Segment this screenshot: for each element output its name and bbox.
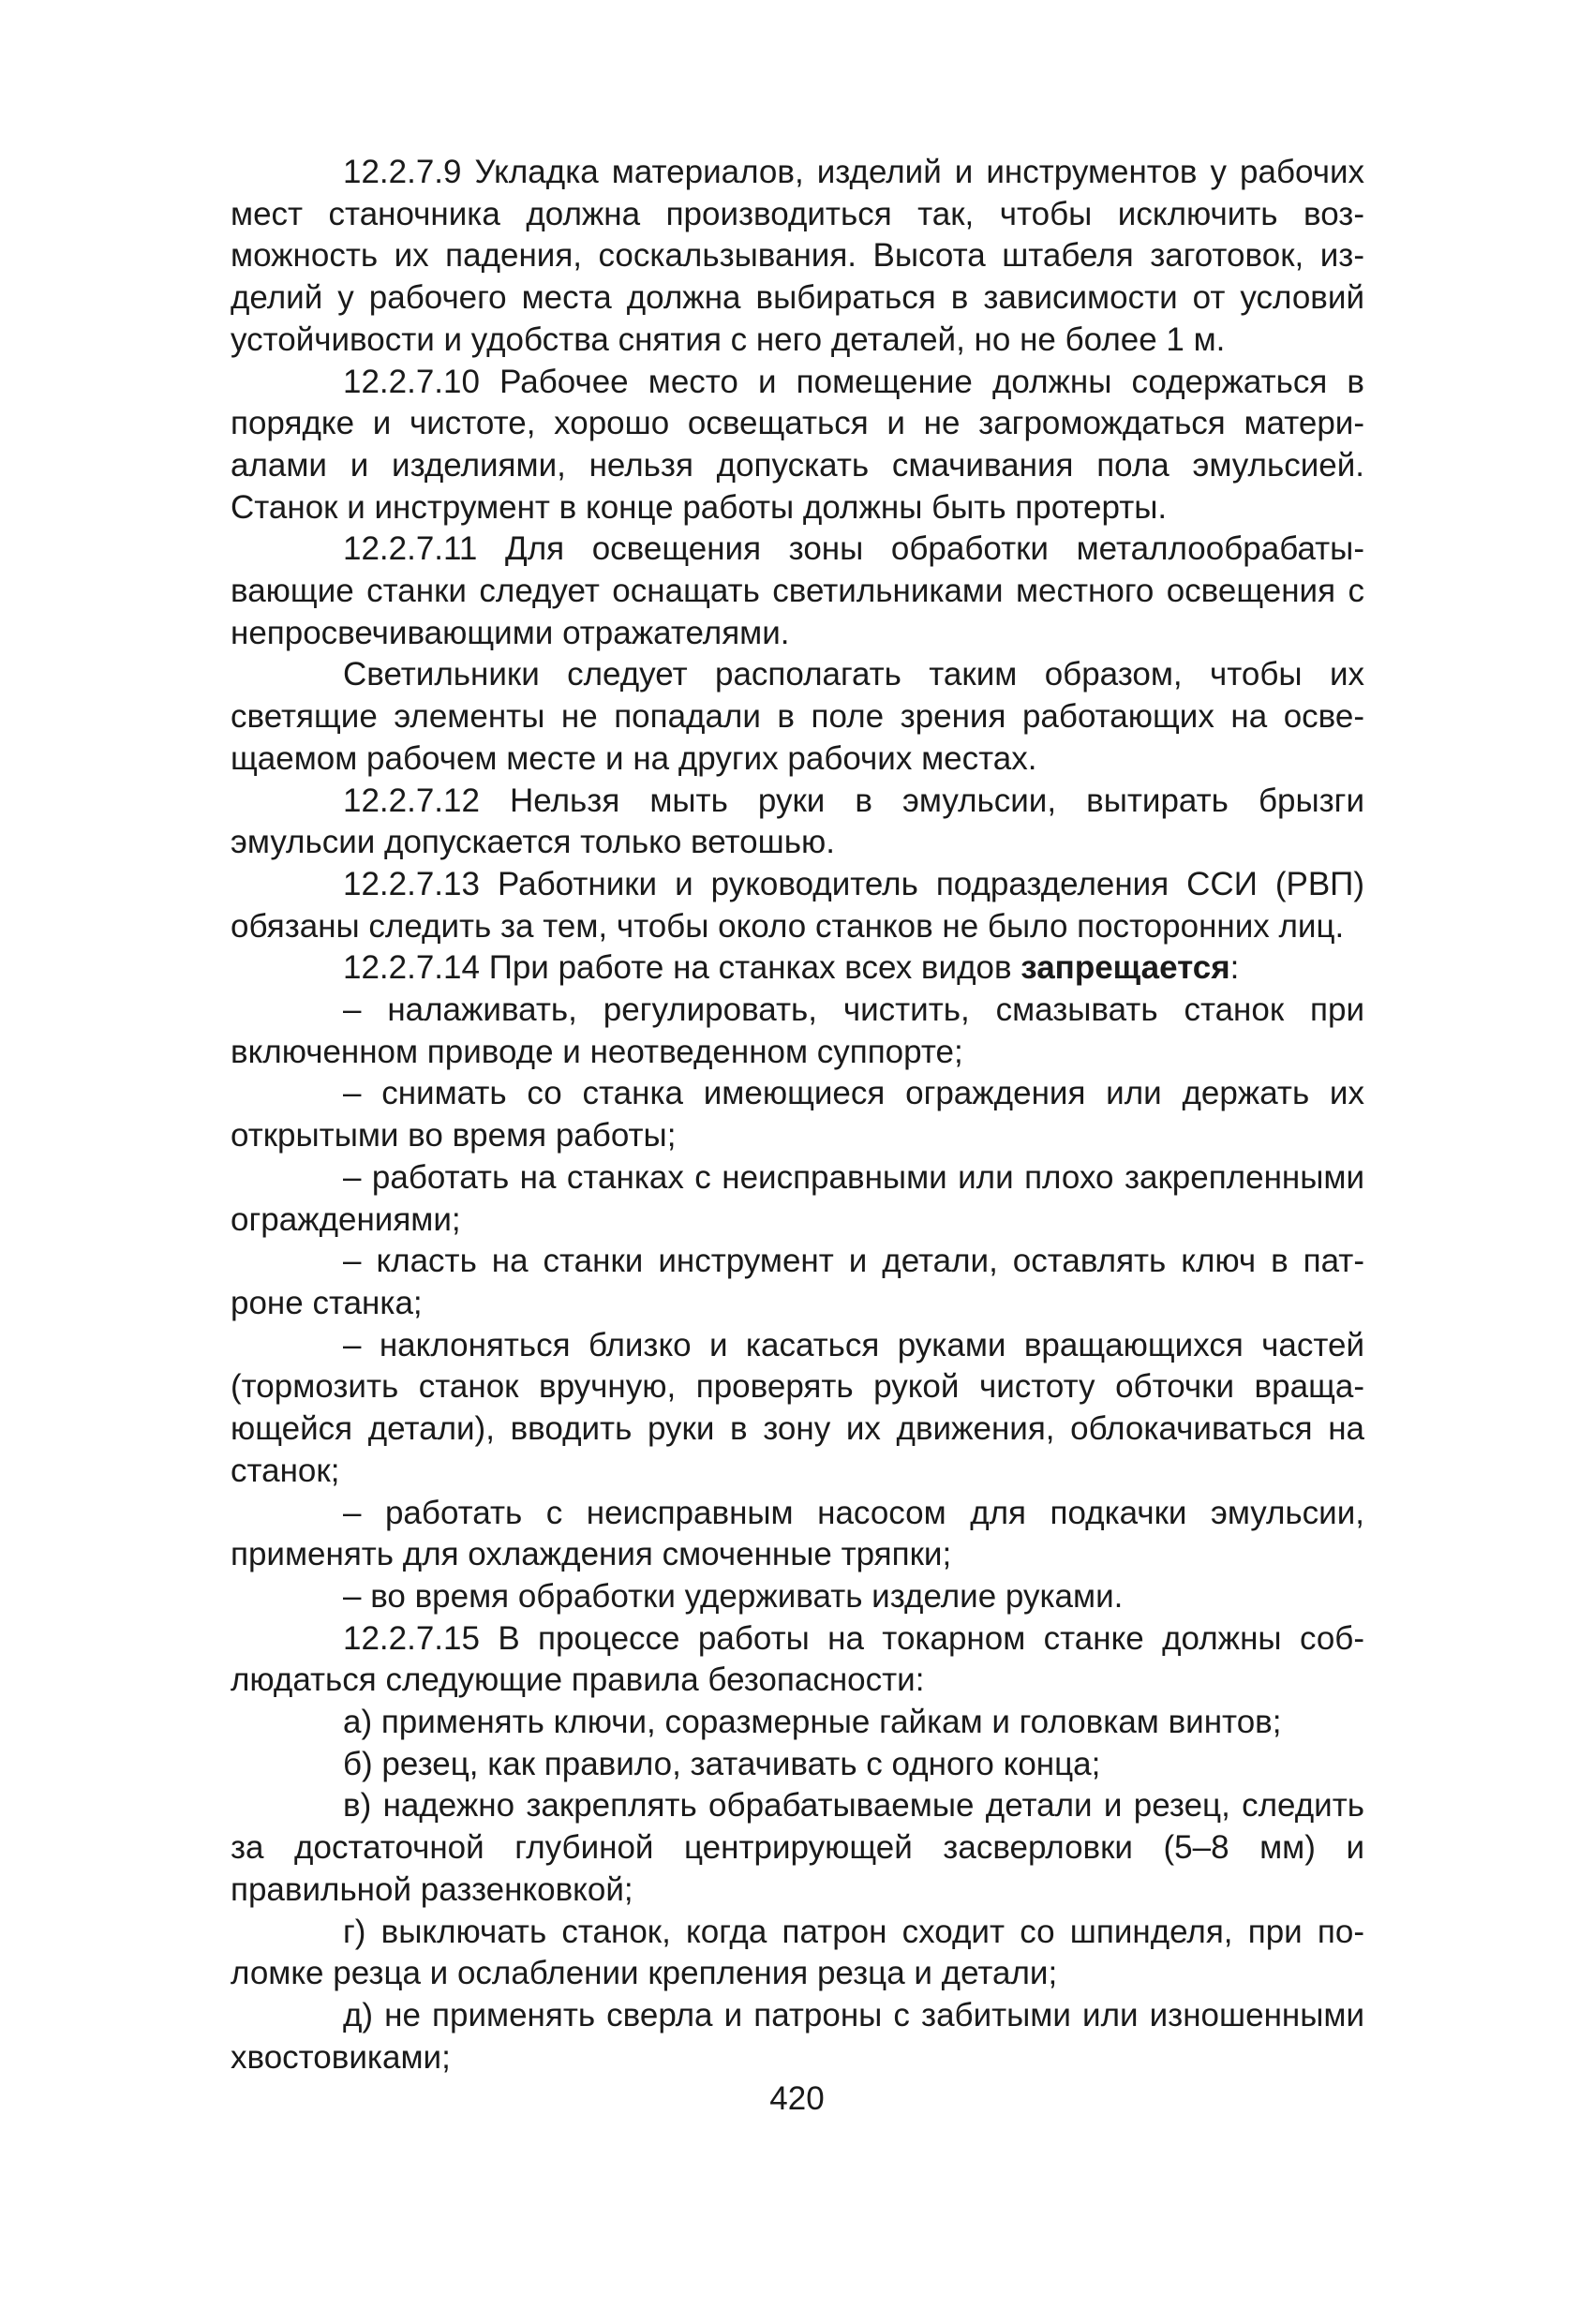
paragraph-12-2-7-14 [231,947,1364,990]
prohibited-item: – работать с неисправным насосом для подкачки эмульсии, применять для охлаждения смоченные тряпки; [231,1494,1364,1573]
paragraph-12-2-7-11: 12.2.7.11 Для освещения зоны обработки металлообрабатывающие станки следует оснащать светильниками местного освещения с непросвечивающими отражателями. [231,530,1364,651]
page-number: 420 [769,2080,825,2117]
paragraph-12-2-7-10: 12.2.7.10 Рабочее место и помещение должны содержаться в порядке и чистоте, хорошо освещаться и не загромождаться материалами и изделиями, нельзя допускать смачивания пола эмульсией. Станок и инструмент в конце работы должны быть протерты. [231,363,1364,526]
paragraph-luminaires: Светильники следует располагать таким образом, чтобы их светящие элементы не попадали в поле зрения работающих на освещаемом рабочем месте и на других рабочих местах. [231,656,1364,777]
prohibited-item: – во время обработки удерживать изделие руками. [343,1577,1124,1615]
paragraph-12-2-7-13: 12.2.7.13 Работники и руководитель подразделения ССИ (РВП) обязаны следить за тем, чтобы около станков не было посторонних лиц. [231,865,1364,945]
lathe-rule: г) выключать станок, когда патрон сходит со шпинделя, при поломке резца и ослаблении крепления резца и детали; [231,1913,1364,1992]
prohibited-item: – снимать со станка имеющиеся ограждения или держать их открытыми во время работы; [231,1075,1364,1155]
prohibition-lead: 12.2.7.14 При работе на станках всех видов [343,949,1021,987]
lathe-rule: б) резец, как правило, затачивать с одного конца; [343,1745,1101,1782]
prohibition-bold: запрещается [1020,949,1230,987]
prohibited-item: – работать на станках с неисправными или плохо закрепленными ограждениями; [231,1158,1364,1238]
prohibited-item: – наклоняться близко и касаться руками вращающихся частей (тормозить станок вручную, проверять рукой чистоту обточки вращающейся детали), вводить руки в зону их движения, облокачиваться на станок; [231,1326,1364,1489]
page-body [231,152,1364,2078]
lathe-rule: д) не применять сверла и патроны с забитыми или изношенными хвостовиками; [231,1996,1364,2076]
lathe-rule: в) надежно закреплять обрабатываемые детали и резец, следить за достаточной глубиной центрирующей засверловки (5–8 мм) и правильной раззенковкой; [231,1787,1364,1908]
lathe-rule: а) применять ключи, соразмерные гайкам и головкам винтов; [343,1704,1282,1741]
prohibited-item: – налаживать, регулировать, чистить, смазывать станок при включенном приводе и неотведенном суппорте; [231,991,1364,1070]
paragraph-12-2-7-12: 12.2.7.12 Нельзя мыть руки в эмульсии, вытирать брызги эмульсии допускается только ветошью. [231,782,1364,861]
prohibited-item: – класть на станки инструмент и детали, оставлять ключ в патроне станка; [231,1243,1364,1321]
paragraph-12-2-7-15: 12.2.7.15 В процессе работы на токарном станке должны соблюдаться следующие правила безопасности: [231,1619,1364,1699]
paragraph-12-2-7-9: 12.2.7.9 Укладка материалов, изделий и инструментов у рабочих мест станочника должна производиться так, чтобы исключить возможность их падения, соскальзывания. Высота штабеля заготовок, изделий у рабочего места должна выбираться в зависимости от условий устойчивости и удобства снятия с него деталей, но не более 1 м. [231,154,1364,358]
prohibition-tail: : [1229,949,1240,987]
